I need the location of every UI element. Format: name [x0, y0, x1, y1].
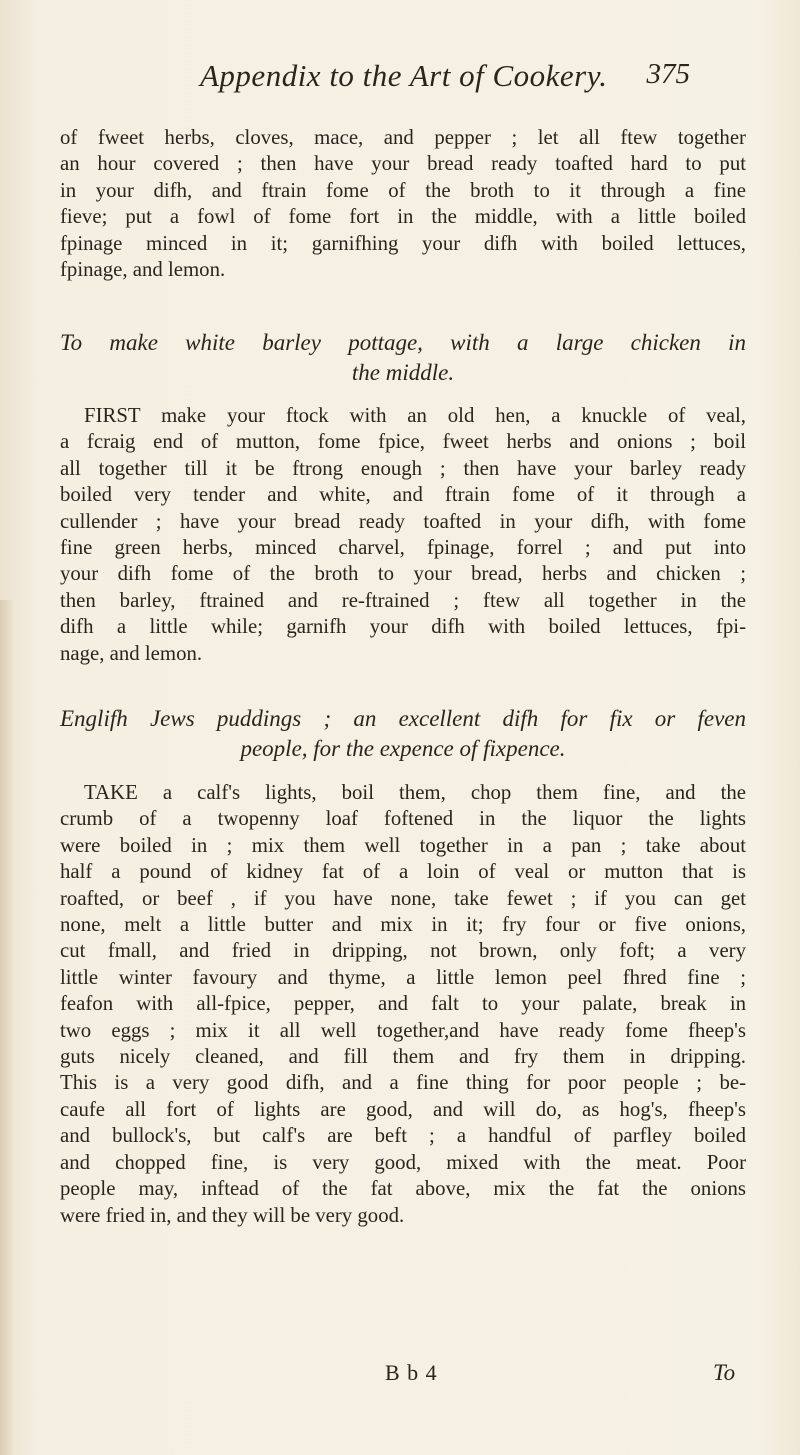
text-line: TAKE a calf's lights, boil them, chop them fine, and the	[84, 781, 746, 804]
text-line: little winter favoury and thyme, a little lemon peel fhred fine ;	[60, 965, 746, 989]
text-line: were fried in, and they will be very good.	[60, 1203, 405, 1227]
text-line: boiled very tender and white, and ftrain fome of it through a	[60, 483, 746, 507]
text-line: two eggs ; mix it all well together,and have ready fome fheep's	[60, 1018, 746, 1042]
text-line: difh a little while; garnifh your difh with boiled lettuces, fpi-	[60, 615, 746, 639]
heading-line: To make white barley pottage, with a large chicken in	[60, 330, 746, 355]
page-number: 375	[646, 58, 690, 90]
text-line: all together till it be ftrong enough ; then have your barley ready	[60, 456, 746, 480]
recipe-body-barley-pottage	[60, 403, 746, 667]
heading-line: people, for the expence of fixpence.	[240, 736, 566, 761]
paragraph-continuation	[60, 125, 746, 283]
text-line: caufe all fort of lights are good, and will do, as hog's, fheep's	[60, 1097, 746, 1121]
text-line: FIRST make your ftock with an old hen, a knuckle of veal,	[84, 404, 746, 427]
text-line: fine green herbs, minced charvel, fpinage, forrel ; and put into	[60, 536, 746, 560]
heading-line: the middle.	[351, 360, 455, 385]
text-line: people may, inftead of the fat above, mix the fat the onions	[60, 1177, 746, 1201]
text-line: none, melt a little butter and mix in it; fry four or five onions,	[60, 913, 746, 937]
text-line: and bullock's, but calf's are beft ; a handful of parfley boiled	[60, 1124, 746, 1148]
text-line: half a pound of kidney fat of a loin of veal or mutton that is	[60, 860, 746, 884]
recipe-heading-barley-pottage	[60, 328, 746, 388]
text-line: cullender ; have your bread ready toafted in your difh, with fome	[60, 509, 746, 533]
text-line: guts nicely cleaned, and fill them and fry them in dripping.	[60, 1045, 746, 1069]
text-line: feafon with all-fpice, pepper, and falt to your palate, break in	[60, 992, 746, 1016]
text-line: fpinage minced in it; garnifhing your difh with boiled lettuces,	[60, 231, 746, 255]
text-line: were boiled in ; mix them well together in a pan ; take about	[60, 833, 746, 857]
running-head-title: Appendix to the Art of Cookery.	[200, 58, 608, 93]
text-line: of fweet herbs, cloves, mace, and pepper ; let all ftew together	[60, 126, 746, 149]
page-gutter-shadow	[0, 600, 14, 1455]
catchword: To	[713, 1360, 736, 1385]
text-line: and chopped fine, is very good, mixed with the meat. Poor	[60, 1150, 746, 1174]
text-line: roafted, or beef , if you have none, take fewet ; if you can get	[60, 886, 746, 910]
running-head	[200, 58, 690, 98]
text-line: then barley, ftrained and re-ftrained ; ftew all together in the	[60, 588, 746, 612]
text-line: a fcraig end of mutton, fome fpice, fweet herbs and onions ; boil	[60, 430, 746, 454]
text-line: cut fmall, and fried in dripping, not brown, only foft; a very	[60, 939, 746, 963]
text-line: fpinage, and lemon.	[60, 258, 226, 282]
text-line: crumb of a twopenny loaf foftened in the liquor the lights	[60, 807, 746, 831]
recipe-heading-jews-puddings	[60, 704, 746, 764]
text-line: This is a very good difh, and a fine thing for poor people ; be-	[60, 1071, 746, 1095]
text-line: nage, and lemon.	[60, 641, 203, 665]
text-line: fieve; put a fowl of fome fort in the middle, with a little boiled	[60, 205, 746, 229]
text-line: in your difh, and ftrain fome of the broth to it through a fine	[60, 178, 746, 202]
text-line: your difh fome of the broth to your bread, herbs and chicken ;	[60, 562, 746, 586]
text-line: an hour covered ; then have your bread ready toafted hard to put	[60, 152, 746, 176]
recipe-body-jews-puddings	[60, 780, 746, 1229]
heading-line: Englifh Jews puddings ; an excellent difh for fix or feven	[60, 706, 746, 731]
signature-mark: B b 4	[385, 1360, 438, 1385]
